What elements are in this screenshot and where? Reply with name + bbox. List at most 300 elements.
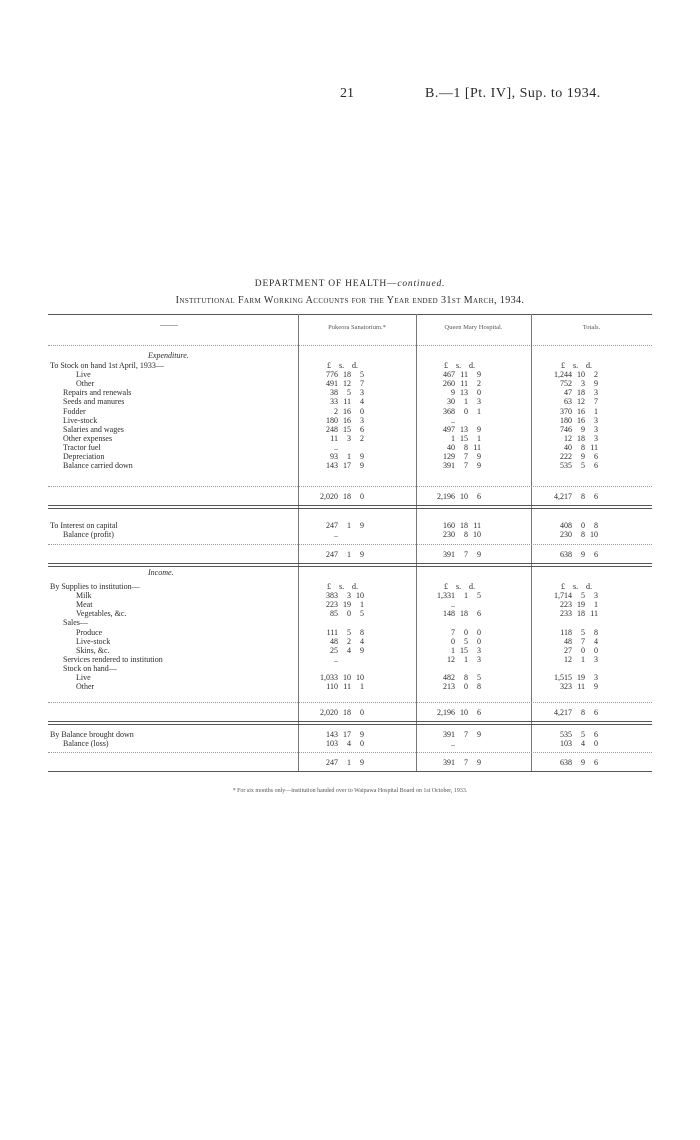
shillings: 8 bbox=[581, 530, 585, 540]
pence: 6 bbox=[594, 758, 598, 767]
amount-cell bbox=[546, 682, 598, 691]
pounds: 1,714 bbox=[554, 591, 572, 601]
pence: 1 bbox=[360, 600, 364, 610]
amount-cell bbox=[546, 609, 598, 618]
amount-cell bbox=[312, 434, 364, 443]
total-cell bbox=[429, 708, 481, 717]
pounds: 103 bbox=[326, 739, 338, 749]
amount-cell bbox=[546, 530, 598, 539]
unit-pence: d. bbox=[352, 582, 358, 591]
amount-cell bbox=[546, 739, 598, 748]
pounds: 535 bbox=[560, 461, 572, 471]
rule bbox=[48, 486, 652, 487]
shillings: 11 bbox=[460, 379, 468, 389]
pence: 6 bbox=[477, 492, 481, 501]
pounds: 40 bbox=[447, 442, 455, 452]
pounds: 0 bbox=[451, 636, 455, 646]
column-header-pukeora: Pukeora Sanatorium.* bbox=[328, 324, 386, 331]
section-heading: Income. bbox=[148, 568, 174, 577]
pence: 9 bbox=[360, 758, 364, 767]
pence: 2 bbox=[360, 433, 364, 443]
pounds: 247 bbox=[326, 521, 338, 530]
pounds: 118 bbox=[560, 627, 572, 637]
pence: 3 bbox=[594, 591, 598, 601]
row-label: Balance (loss) bbox=[63, 739, 109, 749]
pounds: 143 bbox=[326, 730, 338, 739]
shillings: 4 bbox=[581, 739, 585, 749]
pounds: 368 bbox=[443, 406, 455, 416]
pence: 8 bbox=[477, 682, 481, 692]
pounds: 4,217 bbox=[554, 492, 572, 501]
amount-cell bbox=[429, 379, 481, 388]
pounds: 12 bbox=[564, 654, 572, 664]
amount-cell bbox=[429, 646, 481, 655]
unit-pence: d. bbox=[469, 361, 475, 370]
shillings: 3 bbox=[581, 379, 585, 389]
shillings: 0 bbox=[464, 627, 468, 637]
pounds: 180 bbox=[326, 415, 338, 425]
shillings: 7 bbox=[464, 461, 468, 471]
pence: 9 bbox=[477, 424, 481, 434]
amount-cell bbox=[312, 673, 364, 682]
pounds: 247 bbox=[326, 758, 338, 767]
pence: 11 bbox=[473, 442, 481, 452]
pence: 10 bbox=[356, 673, 364, 682]
row-label: Tractor fuel bbox=[63, 442, 101, 452]
pounds: 12 bbox=[564, 433, 572, 443]
total-cell bbox=[429, 492, 481, 501]
pence: 7 bbox=[594, 397, 598, 407]
shillings: 18 bbox=[577, 388, 585, 398]
amount-cell bbox=[312, 416, 364, 425]
pounds: 111 bbox=[326, 627, 338, 637]
shillings: 18 bbox=[343, 492, 351, 501]
amount-cell bbox=[546, 434, 598, 443]
pounds: 11 bbox=[330, 433, 338, 443]
amount-cell bbox=[429, 521, 481, 530]
shillings: 13 bbox=[460, 388, 468, 398]
amount-cell bbox=[312, 637, 364, 646]
unit-shilling: s. bbox=[573, 361, 579, 370]
pounds: 233 bbox=[560, 609, 572, 619]
page-reference: B.—1 [Pt. IV], Sup. to 1934. bbox=[425, 86, 601, 101]
pence: 3 bbox=[594, 654, 598, 664]
rule bbox=[48, 771, 652, 772]
pounds: 230 bbox=[443, 530, 455, 540]
shillings: 8 bbox=[464, 530, 468, 540]
row-label: Vegetables, &c. bbox=[76, 609, 127, 619]
pence: 10 bbox=[473, 530, 481, 540]
shillings: 11 bbox=[460, 370, 468, 380]
amount-cell bbox=[429, 397, 481, 406]
pounds: 247 bbox=[326, 550, 338, 559]
amount-cell bbox=[312, 609, 364, 618]
pounds: 2 bbox=[334, 406, 338, 416]
blank-column-header: —— bbox=[160, 320, 178, 330]
rule bbox=[48, 544, 652, 545]
pence: 10 bbox=[356, 591, 364, 601]
unit-shilling: s. bbox=[573, 582, 579, 591]
shillings: 16 bbox=[343, 415, 351, 425]
shillings: 1 bbox=[464, 654, 468, 664]
unit-pound: £ bbox=[327, 361, 331, 370]
shillings: 1 bbox=[464, 397, 468, 407]
shillings: 19 bbox=[577, 673, 585, 682]
shillings: 16 bbox=[343, 406, 351, 416]
shillings: 9 bbox=[581, 452, 585, 461]
pounds: .. bbox=[334, 530, 338, 540]
pounds: 180 bbox=[560, 415, 572, 425]
unit-pound: £ bbox=[444, 361, 448, 370]
section-heading: Expenditure. bbox=[148, 351, 189, 360]
amount-cell bbox=[429, 628, 481, 637]
pounds: 323 bbox=[560, 682, 572, 692]
pence: 9 bbox=[477, 758, 481, 767]
column-header-totals: Totals. bbox=[582, 324, 601, 331]
row-label: Depreciation bbox=[63, 452, 105, 461]
shillings: 1 bbox=[464, 591, 468, 601]
pounds: 1,515 bbox=[554, 673, 572, 682]
shillings: 7 bbox=[464, 452, 468, 461]
amount-cell bbox=[546, 425, 598, 434]
pounds: 223 bbox=[560, 600, 572, 610]
shillings: 3 bbox=[347, 433, 351, 443]
pounds: 370 bbox=[560, 406, 572, 416]
pence: 5 bbox=[360, 609, 364, 619]
amount-cell bbox=[546, 600, 598, 609]
pence: 7 bbox=[360, 379, 364, 389]
unit-shilling: s. bbox=[339, 361, 345, 370]
shillings: 7 bbox=[581, 636, 585, 646]
pence: 1 bbox=[594, 406, 598, 416]
pence: 11 bbox=[473, 521, 481, 530]
pence: 3 bbox=[594, 673, 598, 682]
pence: 0 bbox=[360, 406, 364, 416]
pounds: 535 bbox=[560, 730, 572, 739]
row-label: Live-stock bbox=[76, 636, 111, 646]
total-cell bbox=[312, 492, 364, 501]
pounds: 391 bbox=[443, 550, 455, 559]
unit-pound: £ bbox=[444, 582, 448, 591]
shillings: 8 bbox=[581, 442, 585, 452]
amount-cell bbox=[546, 591, 598, 600]
pounds: 497 bbox=[443, 424, 455, 434]
amount-cell bbox=[429, 730, 481, 739]
shillings: 10 bbox=[460, 708, 468, 717]
pence: 8 bbox=[594, 627, 598, 637]
pounds: 85 bbox=[330, 609, 338, 619]
pence: 8 bbox=[594, 521, 598, 530]
unit-pound: £ bbox=[561, 582, 565, 591]
total-cell bbox=[312, 758, 364, 767]
shillings: 9 bbox=[581, 550, 585, 559]
shillings: 5 bbox=[581, 461, 585, 471]
shillings: 19 bbox=[577, 600, 585, 610]
department-title: DEPARTMENT OF HEALTH—continued. bbox=[254, 279, 446, 289]
pounds: 776 bbox=[326, 370, 338, 380]
row-label: Live bbox=[76, 673, 91, 682]
pounds: 143 bbox=[326, 461, 338, 471]
pence: 3 bbox=[477, 654, 481, 664]
shillings: 18 bbox=[343, 708, 351, 717]
unit-shilling: s. bbox=[339, 582, 345, 591]
amount-cell bbox=[546, 388, 598, 397]
pounds: 63 bbox=[564, 397, 572, 407]
shillings: 0 bbox=[347, 609, 351, 619]
total-cell bbox=[429, 550, 481, 559]
pounds: 467 bbox=[443, 370, 455, 380]
pounds: 223 bbox=[326, 600, 338, 610]
amount-cell bbox=[429, 452, 481, 461]
amount-cell bbox=[546, 628, 598, 637]
total-cell bbox=[546, 758, 598, 767]
shillings: 12 bbox=[343, 379, 351, 389]
pence: 9 bbox=[360, 452, 364, 461]
shillings: 8 bbox=[464, 442, 468, 452]
shillings: 5 bbox=[581, 627, 585, 637]
rule bbox=[48, 721, 652, 722]
pence: 0 bbox=[360, 739, 364, 749]
shillings: 10 bbox=[460, 492, 468, 501]
amount-cell bbox=[312, 730, 364, 739]
amount-cell bbox=[312, 600, 364, 609]
shillings: 2 bbox=[347, 636, 351, 646]
shillings: 11 bbox=[343, 397, 351, 407]
pence: 0 bbox=[477, 627, 481, 637]
row-label: Live bbox=[76, 370, 91, 380]
row-label: By Supplies to institution— bbox=[50, 582, 140, 591]
pence: 6 bbox=[594, 550, 598, 559]
amount-cell bbox=[429, 591, 481, 600]
row-label: Milk bbox=[76, 591, 92, 601]
page-number: 21 bbox=[340, 86, 354, 101]
pounds: 4,217 bbox=[554, 708, 572, 717]
total-cell bbox=[312, 550, 364, 559]
pence: 3 bbox=[360, 415, 364, 425]
amount-cell bbox=[429, 600, 481, 609]
pence: 5 bbox=[477, 673, 481, 682]
amount-cell bbox=[546, 443, 598, 452]
pence: 9 bbox=[477, 730, 481, 739]
pence: 6 bbox=[594, 461, 598, 471]
rule bbox=[48, 702, 652, 703]
pence: 9 bbox=[477, 461, 481, 471]
pence: 3 bbox=[477, 397, 481, 407]
pence: 0 bbox=[477, 388, 481, 398]
pence: 6 bbox=[477, 708, 481, 717]
row-label: Other bbox=[76, 379, 95, 389]
amount-cell bbox=[312, 388, 364, 397]
shillings: 1 bbox=[347, 452, 351, 461]
accounts-table bbox=[48, 314, 652, 772]
pounds: 391 bbox=[443, 758, 455, 767]
pence: 5 bbox=[360, 370, 364, 380]
unit-shilling: s. bbox=[456, 582, 462, 591]
shillings: 5 bbox=[464, 636, 468, 646]
row-label: Balance carried down bbox=[63, 461, 133, 471]
shillings: 5 bbox=[581, 730, 585, 739]
pounds: 7 bbox=[451, 627, 455, 637]
pence: 2 bbox=[477, 379, 481, 389]
shillings: 3 bbox=[347, 591, 351, 601]
pence: 9 bbox=[360, 521, 364, 530]
amount-cell bbox=[429, 637, 481, 646]
pence: 1 bbox=[477, 433, 481, 443]
amount-cell bbox=[546, 646, 598, 655]
pence: 6 bbox=[594, 492, 598, 501]
shillings: 18 bbox=[343, 370, 351, 380]
pounds: 1,033 bbox=[320, 673, 338, 682]
pounds: 638 bbox=[560, 758, 572, 767]
total-cell bbox=[546, 708, 598, 717]
pounds: .. bbox=[334, 654, 338, 664]
shillings: 7 bbox=[464, 550, 468, 559]
pence: 4 bbox=[360, 636, 364, 646]
shillings: 9 bbox=[581, 758, 585, 767]
unit-pound: £ bbox=[561, 361, 565, 370]
amount-cell bbox=[429, 682, 481, 691]
amount-cell bbox=[429, 739, 481, 748]
shillings: 1 bbox=[347, 550, 351, 559]
unit-pence: d. bbox=[469, 582, 475, 591]
amount-cell bbox=[546, 397, 598, 406]
rule bbox=[48, 563, 652, 564]
row-label: Stock on hand— bbox=[63, 663, 117, 673]
pounds: 2,020 bbox=[320, 708, 338, 717]
row-label: Other expenses bbox=[63, 433, 113, 443]
pence: 4 bbox=[360, 397, 364, 407]
pounds: 25 bbox=[330, 645, 338, 655]
amount-cell bbox=[429, 530, 481, 539]
pence: 9 bbox=[477, 550, 481, 559]
row-label: Balance (profit) bbox=[63, 530, 114, 540]
amount-cell bbox=[312, 397, 364, 406]
row-label: To Stock on hand 1st April, 1933— bbox=[50, 361, 164, 370]
shillings: 0 bbox=[581, 645, 585, 655]
shillings: 8 bbox=[581, 492, 585, 501]
shillings: 8 bbox=[464, 673, 468, 682]
shillings: 16 bbox=[577, 415, 585, 425]
row-label: Seeds and manures bbox=[63, 397, 125, 407]
shillings: 12 bbox=[577, 397, 585, 407]
pounds: 129 bbox=[443, 452, 455, 461]
pence: 9 bbox=[360, 645, 364, 655]
pence: 6 bbox=[360, 424, 364, 434]
unit-pence: d. bbox=[586, 582, 592, 591]
pounds: 93 bbox=[330, 452, 338, 461]
amount-cell bbox=[546, 730, 598, 739]
amount-cell bbox=[429, 388, 481, 397]
pounds: 1,244 bbox=[554, 370, 572, 380]
pounds: 491 bbox=[326, 379, 338, 389]
amount-cell bbox=[546, 379, 598, 388]
shillings: 5 bbox=[347, 627, 351, 637]
pence: 11 bbox=[590, 609, 598, 619]
pence: 11 bbox=[590, 442, 598, 452]
amount-cell bbox=[429, 416, 481, 425]
pence: 1 bbox=[594, 600, 598, 610]
shillings: 10 bbox=[577, 370, 585, 380]
shillings: 17 bbox=[343, 461, 351, 471]
pounds: 222 bbox=[560, 452, 572, 461]
pounds: 12 bbox=[447, 654, 455, 664]
amount-cell bbox=[546, 370, 598, 379]
amount-cell bbox=[312, 530, 364, 539]
row-label: Services rendered to institution bbox=[63, 654, 163, 664]
shillings: 4 bbox=[347, 645, 351, 655]
unit-shilling: s. bbox=[456, 361, 462, 370]
amount-cell bbox=[312, 379, 364, 388]
row-label: To Interest on capital bbox=[50, 521, 118, 530]
amount-cell bbox=[546, 452, 598, 461]
amount-cell bbox=[429, 407, 481, 416]
pounds: 248 bbox=[326, 424, 338, 434]
pounds: 9 bbox=[451, 388, 455, 398]
rule bbox=[48, 508, 652, 509]
rule bbox=[48, 752, 652, 753]
amount-cell bbox=[546, 407, 598, 416]
shillings: 19 bbox=[343, 600, 351, 610]
row-label: Fodder bbox=[63, 406, 86, 416]
pounds: 391 bbox=[443, 461, 455, 471]
amount-cell bbox=[429, 461, 481, 470]
total-cell bbox=[312, 708, 364, 717]
table-title: Institutional Farm Working Accounts for the Year ended 31st March, 1934. bbox=[175, 295, 525, 306]
total-cell bbox=[546, 550, 598, 559]
shillings: 5 bbox=[347, 388, 351, 398]
pounds: 391 bbox=[443, 730, 455, 739]
shillings: 9 bbox=[581, 424, 585, 434]
pounds: 48 bbox=[564, 636, 572, 646]
amount-cell bbox=[312, 682, 364, 691]
shillings: 0 bbox=[581, 521, 585, 530]
shillings: 1 bbox=[581, 654, 585, 664]
column-header-queen-mary: Queen Mary Hospital. bbox=[444, 324, 503, 331]
shillings: 15 bbox=[460, 433, 468, 443]
shillings: 0 bbox=[464, 406, 468, 416]
pence: 6 bbox=[594, 708, 598, 717]
pounds: 40 bbox=[564, 442, 572, 452]
amount-cell bbox=[429, 655, 481, 664]
rule bbox=[48, 505, 652, 506]
pence: 6 bbox=[594, 730, 598, 739]
shillings: 8 bbox=[581, 708, 585, 717]
pounds: 383 bbox=[326, 591, 338, 601]
pence: 10 bbox=[590, 530, 598, 540]
shillings: 18 bbox=[577, 433, 585, 443]
unit-pence: d. bbox=[586, 361, 592, 370]
shillings: 17 bbox=[343, 730, 351, 739]
amount-cell bbox=[429, 425, 481, 434]
shillings: 11 bbox=[577, 682, 585, 692]
shillings: 10 bbox=[343, 673, 351, 682]
amount-cell bbox=[546, 521, 598, 530]
pounds: 103 bbox=[560, 739, 572, 749]
amount-cell bbox=[546, 655, 598, 664]
pence: 0 bbox=[360, 708, 364, 717]
pounds: 2,196 bbox=[437, 708, 455, 717]
row-label: Skins, &c. bbox=[76, 645, 110, 655]
pence: 0 bbox=[594, 739, 598, 749]
row-label: By Balance brought down bbox=[50, 730, 134, 739]
footnote: * For six months only—institution handed over to Waipawa Hospital Board on 1st October, 1933. bbox=[232, 788, 468, 794]
pounds: 2,020 bbox=[320, 492, 338, 501]
pounds: 1 bbox=[451, 645, 455, 655]
shillings: 16 bbox=[577, 406, 585, 416]
row-label: Salaries and wages bbox=[63, 424, 124, 434]
pence: 9 bbox=[477, 452, 481, 461]
shillings: 15 bbox=[460, 645, 468, 655]
